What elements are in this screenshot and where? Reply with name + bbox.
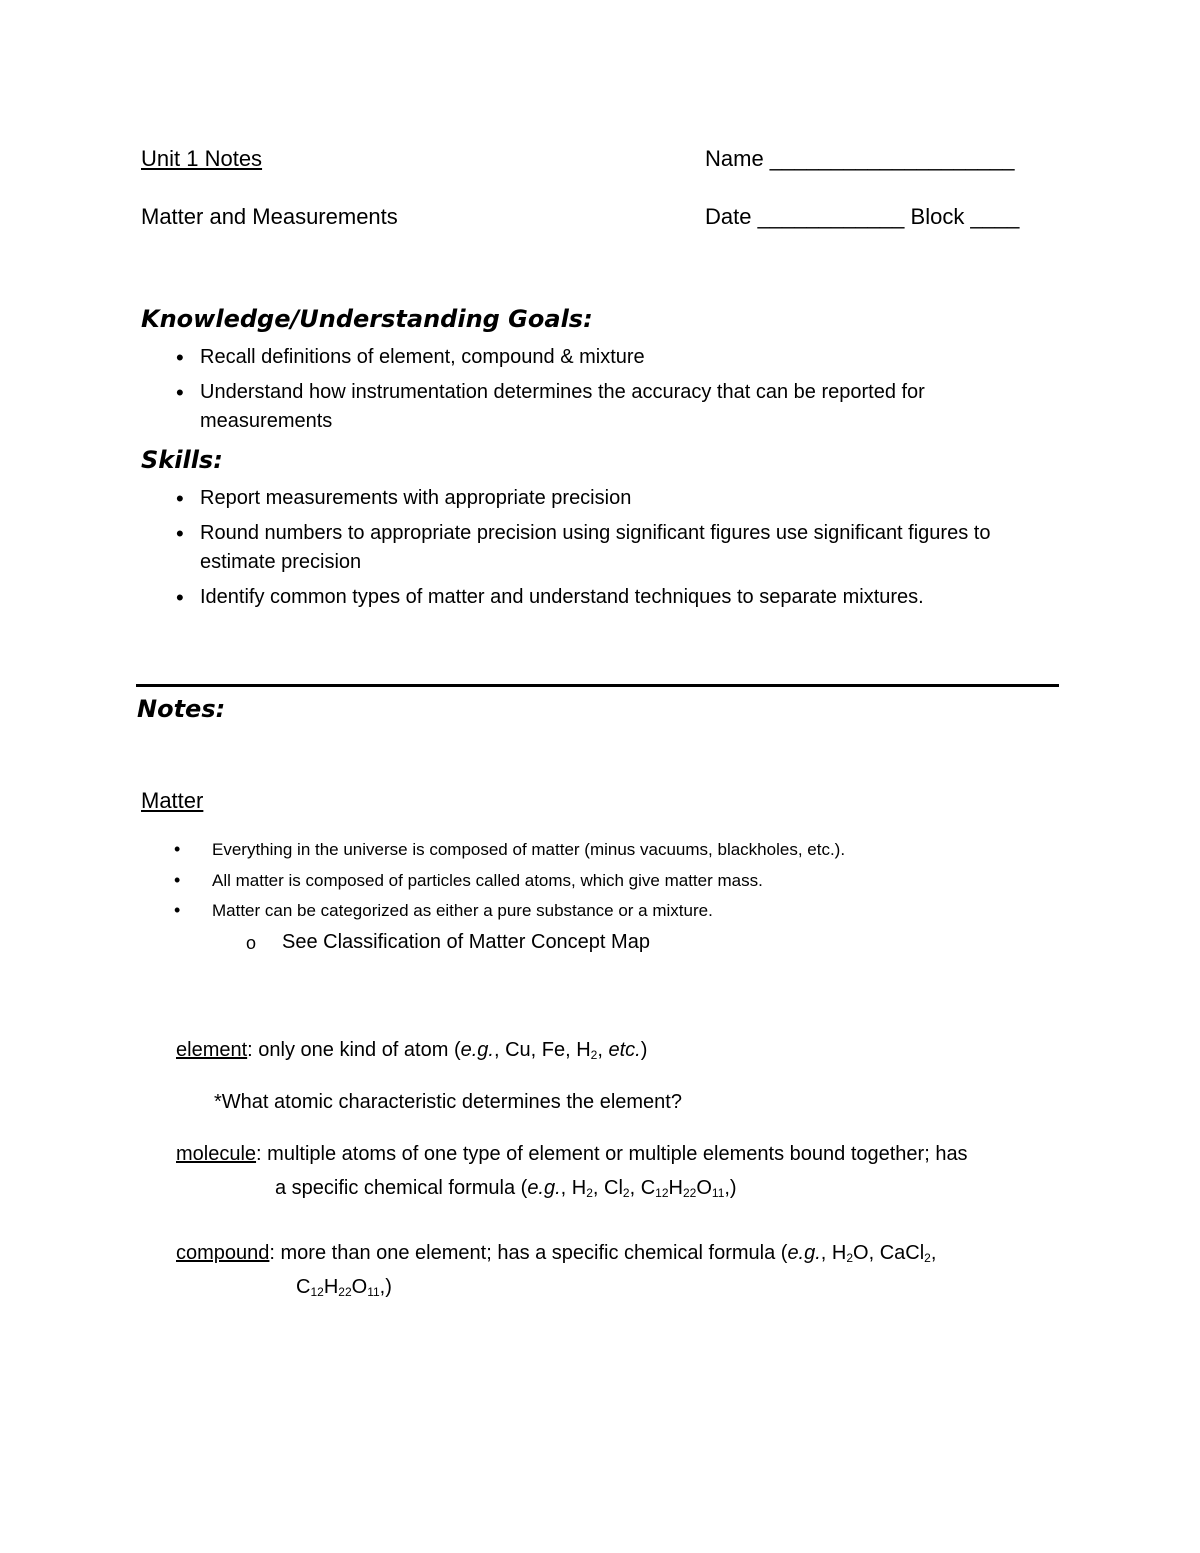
skill-item: • Report measurements with appropriate precision bbox=[141, 484, 1061, 513]
skill-item: • Identify common types of matter and understand techniques to separate mixtures. bbox=[141, 583, 1061, 612]
element-term: element bbox=[176, 1039, 248, 1061]
sub-bullet-marker: o bbox=[246, 933, 257, 953]
name-field-line: Name ____________________ bbox=[705, 146, 1015, 171]
matter-item: • Matter can be categorized as either a pure substance or a mixture. bbox=[174, 901, 713, 921]
skill-item: • Round numbers to appropriate precision using significant figures use significant figures to estimate precision bbox=[141, 519, 1061, 577]
molecule-term: molecule bbox=[176, 1143, 257, 1165]
document-subtitle: Matter and Measurements bbox=[141, 204, 398, 229]
skills-list bbox=[141, 484, 1061, 618]
element-definition: element: only one kind of atom (e.g., Cu, Fe, $H_2$, etc.) bbox=[176, 1039, 648, 1062]
notes-heading: Notes: bbox=[137, 695, 226, 723]
molecule-definition-cont: a specific chemical formula (e.g., $H_2$, $Cl_2$, $C_{12}H_{22}O_{11}$,) bbox=[275, 1177, 737, 1200]
goals-heading: Knowledge/Understanding Goals: bbox=[141, 305, 593, 333]
unit-title: Unit 1 Notes bbox=[141, 146, 263, 171]
compound-term: compound bbox=[176, 1242, 270, 1264]
goal-item: • Recall definitions of element, compound & mixture bbox=[141, 343, 1061, 372]
element-question: *What atomic characteristic determines the element? bbox=[214, 1091, 682, 1113]
goals-list bbox=[141, 343, 1061, 442]
matter-item: • All matter is composed of particles called atoms, which give matter mass. bbox=[174, 871, 763, 891]
compound-definition: compound: more than one element; has a specific chemical formula (e.g., $H_2O$, CaCl$_2$, bbox=[176, 1242, 937, 1265]
matter-heading: Matter bbox=[141, 788, 204, 813]
goal-item: • Understand how instrumentation determines the accuracy that can be reported for measurements bbox=[141, 378, 1061, 436]
molecule-definition: molecule: multiple atoms of one type of element or multiple elements bound together; has bbox=[176, 1143, 968, 1165]
section-divider bbox=[136, 684, 1059, 687]
compound-definition-cont: $C_{12}H_{22}O_{11}$,) bbox=[296, 1276, 392, 1299]
matter-item: • Everything in the universe is composed of matter (minus vacuums, blackholes, etc.). bbox=[174, 840, 845, 860]
skills-heading: Skills: bbox=[141, 446, 223, 474]
date-block-field-line: Date ____________ Block ____ bbox=[705, 204, 1020, 229]
concept-map-reference: See Classification of Matter Concept Map bbox=[282, 931, 650, 953]
